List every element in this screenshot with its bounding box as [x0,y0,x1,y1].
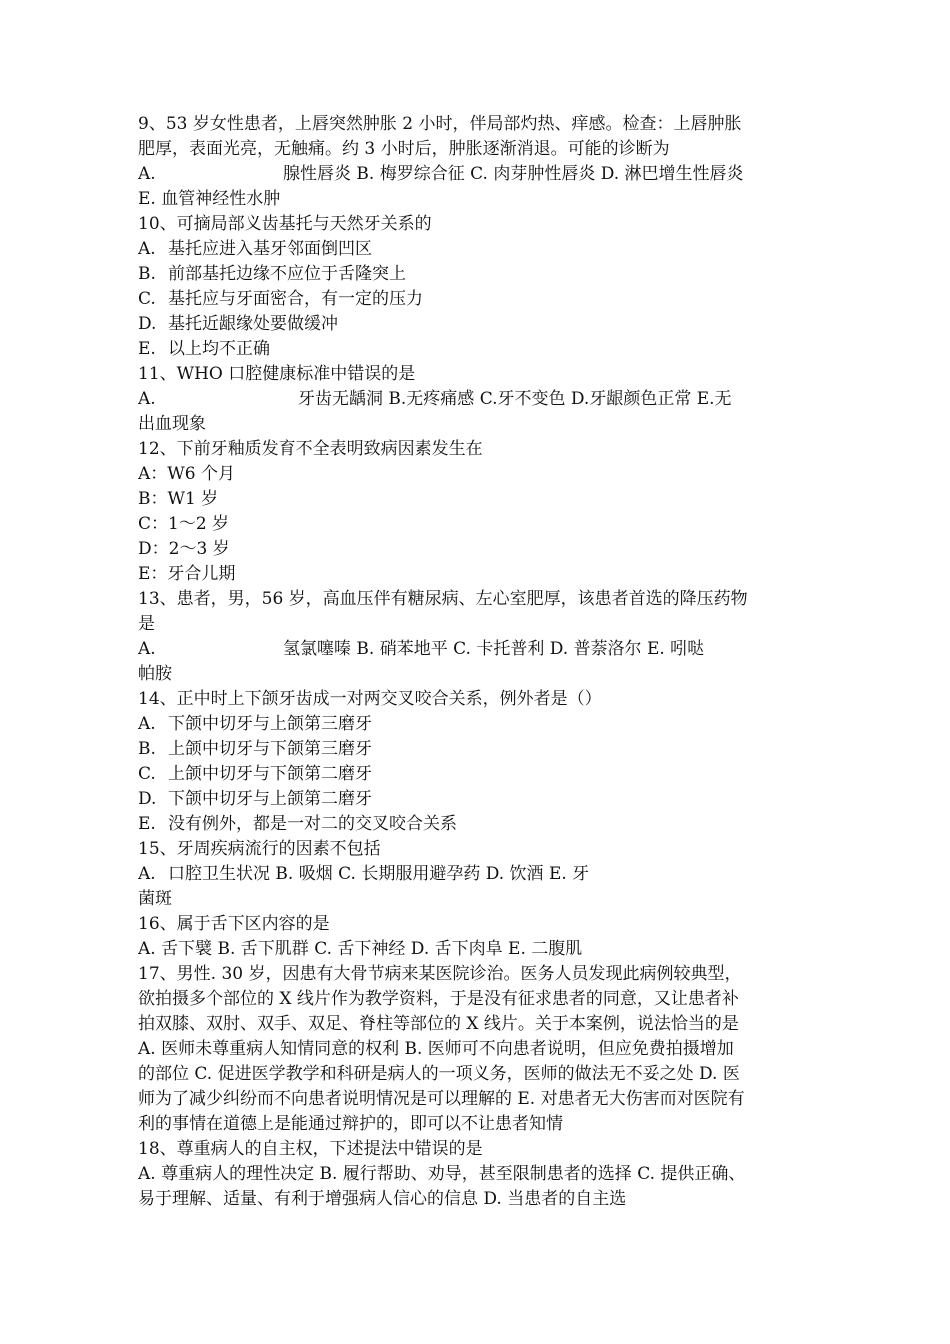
option-line [138,337,818,362]
text-line: 9、53 岁女性患者，上唇突然肿胀 2 小时，伴局部灼热、痒感。检查：上唇肿胀 [138,114,742,134]
option-line [138,862,818,887]
text-line: 14、正中时上下颌牙齿成一对两交叉咬合关系，例外者是（） [138,689,602,709]
option-line [138,762,818,787]
option-line [138,737,818,762]
option-text: 以上均不正确 [168,339,270,359]
text-line: A. 医师未尊重病人知情同意的权利 B. 医师可不向患者说明，但应免费拍摄增加 [138,1039,734,1059]
document-page [138,112,818,1212]
option-label: A. [138,389,156,409]
text-line: 15、牙周疾病流行的因素不包括 [138,839,381,859]
option-label: B. [138,739,156,759]
text-line: 18、尊重病人的自主权，下述提法中错误的是 [138,1139,483,1159]
option-text: 上颌中切牙与下颌第三磨牙 [168,739,372,759]
option-label: B. [138,264,156,284]
text-line: 12、下前牙釉质发育不全表明致病因素发生在 [138,439,483,459]
text-line: 是 [138,614,155,634]
text-line: 16、属于舌下区内容的是 [138,914,330,934]
option-line [138,387,818,412]
option-line [138,712,818,737]
text-line: C：1〜2 岁 [138,514,230,534]
option-label: A. [138,239,156,259]
option-text: 口腔卫生状况 B. 吸烟 C. 长期服用避孕药 D. 饮酒 E. 牙 [168,864,590,884]
text-line: 拍双膝、双肘、双手、双足、脊柱等部位的 X 线片。关于本案例，说法恰当的是 [138,1014,739,1034]
option-label: E. [138,814,156,834]
option-label: A. [138,639,156,659]
option-line [138,787,818,812]
option-line [138,637,818,662]
option-text: 下颌中切牙与上颌第二磨牙 [168,789,372,809]
text-line: 17、男性. 30 岁，因患有大骨节病来某医院诊治。医务人员发现此病例较典型， [138,964,742,984]
option-line [138,312,818,337]
option-text: 下颌中切牙与上颌第三磨牙 [168,714,372,734]
option-text: 基托应进入基牙邻面倒凹区 [168,239,372,259]
text-line: 欲拍摄多个部位的 X 线片作为教学资料，于是没有征求患者的同意，又让患者补 [138,989,739,1009]
text-line: A. 舌下襞 B. 舌下肌群 C. 舌下神经 D. 舌下肉阜 E. 二腹肌 [138,939,583,959]
text-line: E：牙合儿期 [138,564,236,584]
option-line [138,237,818,262]
text-line: 易于理解、适量、有利于增强病人信心的信息 D. 当患者的自主选 [138,1189,627,1209]
option-text: 腺性唇炎 B. 梅罗综合征 C. 肉芽肿性唇炎 D. 淋巴增生性唇炎 [283,164,744,184]
text-line: D：2〜3 岁 [138,539,230,559]
text-line: 11、WHO 口腔健康标准中错误的是 [138,364,416,384]
option-label: D. [138,314,157,334]
option-text: 没有例外，都是一对二的交叉咬合关系 [168,814,457,834]
option-label: E. [138,339,156,359]
text-line: E. 血管神经性水肿 [138,189,281,209]
text-line: A：W6 个月 [138,464,235,484]
text-line: B：W1 岁 [138,489,219,509]
option-text: 基托应与牙面密合，有一定的压力 [168,289,423,309]
text-line: 出血现象 [138,414,206,434]
text-line: 13、患者，男，56 岁，高血压伴有糖尿病、左心室肥厚，该患者首选的降压药物 [138,589,748,609]
option-label: A. [138,714,156,734]
option-line [138,812,818,837]
text-line: 肥厚，表面光亮，无触痛。约 3 小时后，肿胀逐渐消退。可能的诊断为 [138,139,670,159]
text-line: 利的事情在道德上是能通过辩护的，即可以不让患者知情 [138,1114,563,1134]
option-text: 前部基托边缘不应位于舌隆突上 [168,264,406,284]
text-line: 的部位 C. 促进医学教学和科研是病人的一项义务，医师的做法无不妥之处 D. 医 [138,1064,740,1084]
text-line: A. 尊重病人的理性决定 B. 履行帮助、劝导，甚至限制患者的选择 C. 提供正确、 [138,1164,746,1184]
option-line [138,287,818,312]
option-label: A. [138,864,156,884]
text-line: 10、可摘局部义齿基托与天然牙关系的 [138,214,432,234]
text-line: 菌斑 [138,889,172,909]
option-line [138,162,818,187]
option-label: A. [138,164,156,184]
option-text: 基托近龈缘处要做缓冲 [168,314,338,334]
option-text: 上颌中切牙与下颌第二磨牙 [168,764,372,784]
option-text: 氢氯噻嗪 B. 硝苯地平 C. 卡托普利 D. 普萘洛尔 E. 吲哒 [283,639,705,659]
option-line [138,262,818,287]
option-label: D. [138,789,157,809]
option-label: C. [138,764,156,784]
text-line: 师为了减少纠纷而不向患者说明情况是可以理解的 E. 对患者无大伤害而对医院有 [138,1089,745,1109]
option-text: 牙齿无龋洞 B.无疼痛感 C.牙不变色 D.牙龈颜色正常 E.无 [298,389,732,409]
option-label: C. [138,289,156,309]
text-line: 帕胺 [138,664,172,684]
